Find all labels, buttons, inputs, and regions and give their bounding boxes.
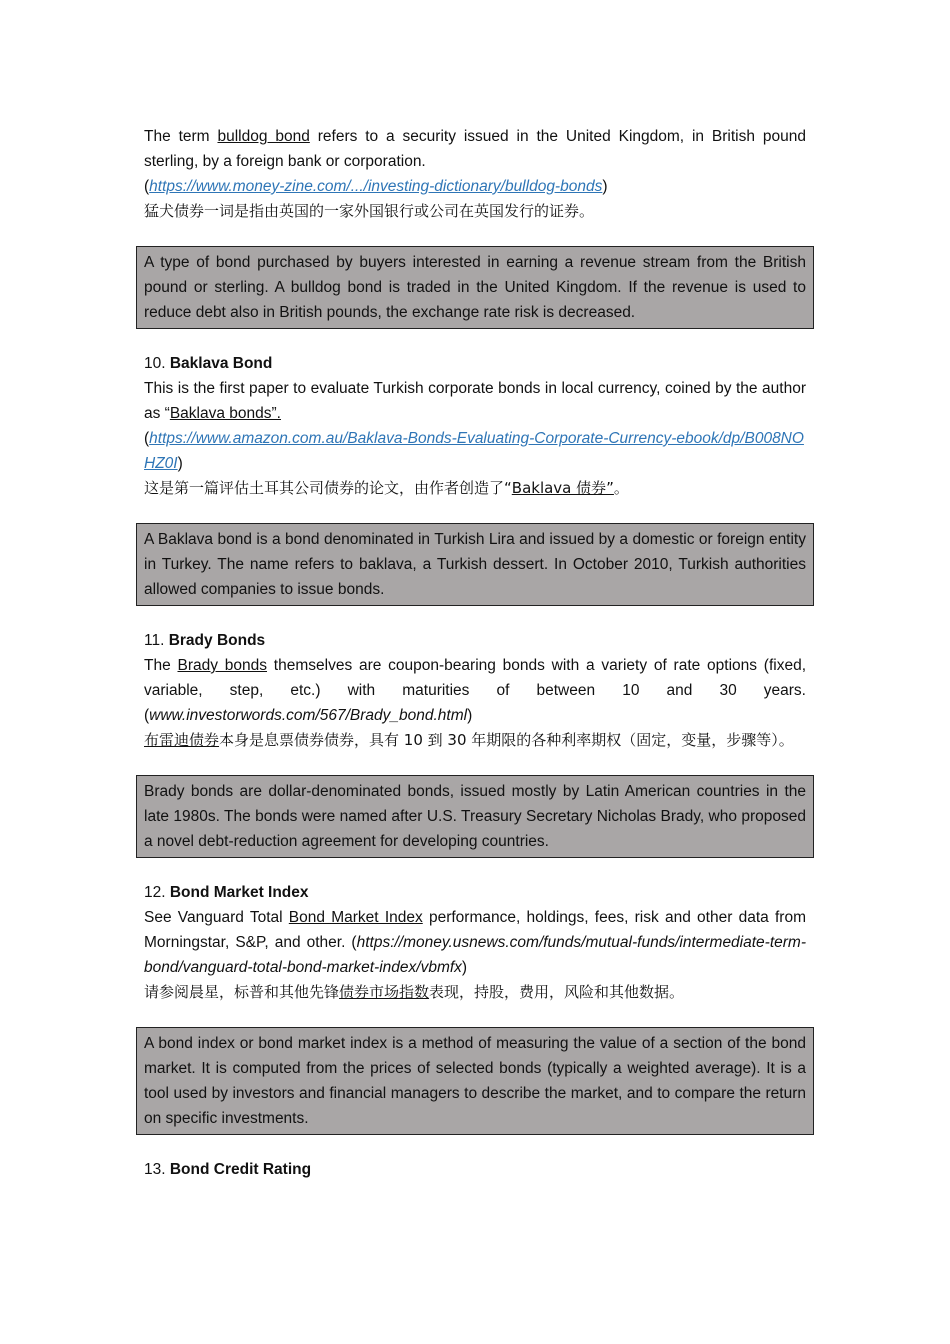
bmi-heading — [144, 880, 806, 905]
text: The — [144, 657, 178, 674]
text: 本身是息票债券债券，具有 10 到 30 年期限的各种利率期权（固定，变量，步骤等）。 — [219, 731, 794, 749]
baklava-definition-box: A Baklava bond is a bond denominated in Turkish Lira and issued by a domestic or foreign entity in Turkey. The name refers to baklava, a Turkish dessert. In October 2010, Turkish authorities allowed companies to issue bonds. — [136, 523, 814, 606]
text: performance, holdings, fees, risk and other data from Morningstar, S&P, and other. ( — [144, 909, 806, 951]
bulldog-term-link[interactable]: bulldog bond — [217, 128, 310, 145]
bulldog-source-link[interactable]: https://www.money-zine.com/.../investing-dictionary/bulldog-bonds — [149, 178, 603, 195]
item-number: 12. — [144, 884, 170, 901]
baklava-chinese-term-link[interactable]: Baklava 债券” — [511, 479, 614, 497]
text: refers to a security issued in the United Kingdom, in British pound sterling, by a foreign bank or corporation. — [144, 128, 806, 170]
text: 。 — [613, 479, 629, 497]
brady-definition-box: Brady bonds are dollar-denominated bonds, issued mostly by Latin American countries in the late 1980s. The bonds were named after U.S. Treasury Secretary Nicholas Brady, who proposed a novel debt-reduction agreement for developing countries. — [136, 775, 814, 858]
brady-chinese-term-link[interactable]: 布雷迪债券 — [144, 731, 220, 749]
item-title: Brady Bonds — [168, 632, 266, 649]
item-title: Bond Credit Rating — [169, 1161, 312, 1178]
brady-heading — [144, 628, 806, 653]
item-number: 10. — [144, 355, 170, 372]
paren: ( — [144, 430, 150, 447]
bulldog-definition-box: A type of bond purchased by buyers interested in earning a revenue stream from the British pound or sterling. A bulldog bond is traded in the United Kingdom. If the revenue is used to reduce debt also in British pounds, the exchange rate risk is decreased. — [136, 246, 814, 329]
item-title: Bond Market Index — [169, 884, 309, 901]
bulldog-chinese: 猛犬债券一词是指由英国的一家外国银行或公司在英国发行的证券。 — [144, 202, 595, 220]
paren: ) — [177, 455, 183, 472]
paren: ) — [602, 178, 608, 195]
brady-term-link[interactable]: Brady bonds — [177, 657, 268, 674]
brady-paragraph — [144, 653, 806, 728]
paren: ) — [461, 959, 468, 976]
document-page — [144, 124, 806, 1182]
text: This is the first paper to evaluate Turkish corporate bonds in local currency, coined by the author as “ — [144, 380, 806, 422]
item-number: 13. — [144, 1161, 170, 1178]
bmi-definition-box: A bond index or bond market index is a method of measuring the value of a section of the bond market. It is computed from the prices of selected bonds (typically a weighted average). It is a tool used by investors and financial managers to describe the market, and to compare the return on specific investments. — [136, 1027, 814, 1135]
text: themselves are coupon-bearing bonds with a variety of rate options (fixed, variable, step, etc.) with maturities of between 10 and 30 years. ( — [144, 657, 807, 724]
bmi-paragraph — [144, 905, 806, 980]
baklava-chinese — [144, 476, 806, 501]
text: 请参阅晨星，标普和其他先锋 — [144, 983, 340, 1001]
text: 这是第一篇评估土耳其公司债券的论文，由作者创造了“ — [144, 479, 512, 497]
text: 表现，持股，费用，风险和其他数据。 — [429, 983, 685, 1001]
baklava-paragraph — [144, 376, 806, 476]
bmi-source-url: https://money.usnews.com/funds/mutual-funds/intermediate-term-bond/vanguard-total-bond-market-index/vbmfx — [144, 934, 806, 976]
baklava-heading — [144, 351, 806, 376]
brady-chinese — [144, 728, 816, 753]
item-title: Baklava Bond — [169, 355, 273, 372]
bmi-term-link[interactable]: Bond Market Index — [288, 909, 423, 926]
baklava-term-link[interactable]: Baklava bonds”. — [169, 405, 281, 422]
bmi-chinese-term-link[interactable]: 债券市场指数 — [339, 983, 430, 1001]
text: The term — [144, 128, 218, 145]
bmi-chinese — [144, 980, 806, 1005]
bcr-heading — [144, 1157, 806, 1182]
paren: ( — [144, 178, 150, 195]
item-number: 11. — [144, 632, 169, 649]
text: See Vanguard Total — [144, 909, 289, 926]
brady-source-url: www.investorwords.com/567/Brady_bond.html — [149, 707, 468, 724]
paren: ) — [467, 707, 473, 724]
bulldog-paragraph — [144, 124, 806, 199]
baklava-source-link[interactable]: https://www.amazon.com.au/Baklava-Bonds-Evaluating-Corporate-Currency-ebook/dp/B008NOHZ0I — [144, 430, 804, 472]
